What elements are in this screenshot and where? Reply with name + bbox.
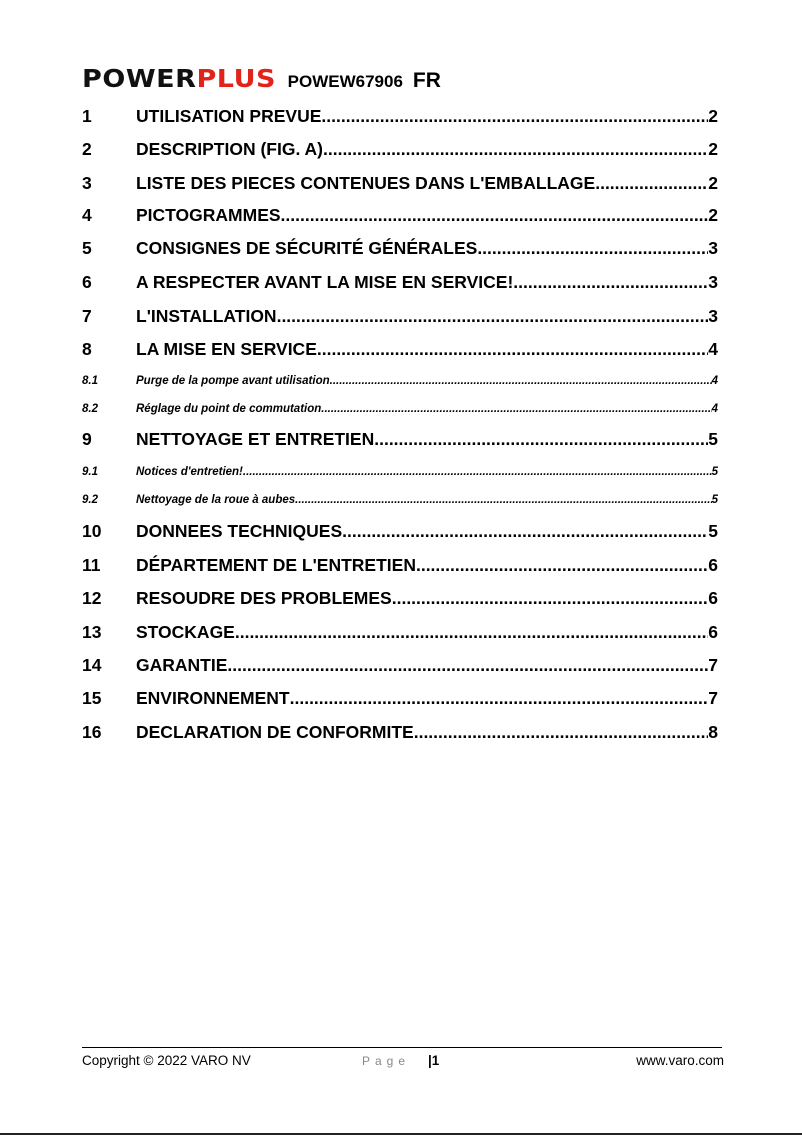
toc-title: DÉPARTEMENT DE L'ENTRETIEN bbox=[136, 555, 416, 575]
toc-title: ENVIRONNEMENT bbox=[136, 688, 290, 708]
toc-title: NETTOYAGE ET ENTRETIEN bbox=[136, 429, 375, 449]
toc-entry[interactable] bbox=[82, 139, 718, 163]
toc-page: 4 bbox=[711, 403, 718, 415]
toc-number: 12 bbox=[82, 588, 102, 608]
toc-title: Réglage du point de commutation bbox=[136, 403, 322, 415]
toc-number: 11 bbox=[82, 555, 101, 575]
toc-number: 8.1 bbox=[82, 375, 98, 387]
toc-number: 7 bbox=[82, 306, 92, 326]
footer-divider bbox=[82, 1047, 722, 1048]
toc-number: 10 bbox=[82, 521, 102, 541]
toc-leader bbox=[477, 238, 708, 259]
toc-leader bbox=[281, 205, 709, 226]
toc-leader bbox=[374, 429, 708, 450]
toc-page: 7 bbox=[708, 688, 718, 708]
toc-title: UTILISATION PREVUE bbox=[136, 106, 322, 126]
toc-title: L'INSTALLATION bbox=[136, 306, 277, 326]
toc-number: 6 bbox=[82, 272, 92, 292]
toc-page: 5 bbox=[711, 494, 718, 506]
toc-title: GARANTIE bbox=[136, 655, 228, 675]
toc-page: 5 bbox=[711, 466, 718, 478]
toc-title: Notices d'entretien! bbox=[136, 466, 243, 478]
toc-number: 8 bbox=[82, 339, 92, 359]
toc-leader bbox=[295, 494, 711, 506]
toc-leader bbox=[243, 466, 712, 478]
toc-leader bbox=[235, 622, 708, 643]
toc-page: 4 bbox=[708, 339, 718, 359]
toc-entry[interactable] bbox=[82, 429, 718, 453]
toc-leader bbox=[323, 139, 708, 160]
toc-title: LISTE DES PIECES CONTENUES DANS L'EMBALLAGE bbox=[136, 173, 596, 193]
toc-page: 5 bbox=[708, 429, 718, 449]
toc-page: 6 bbox=[708, 588, 718, 608]
toc-page: 2 bbox=[708, 205, 718, 225]
toc-page: 2 bbox=[708, 173, 718, 193]
toc-entry[interactable] bbox=[82, 655, 718, 679]
toc-number: 5 bbox=[82, 238, 92, 258]
toc-entry[interactable] bbox=[82, 403, 718, 419]
toc-page: 4 bbox=[711, 375, 718, 387]
toc-title: DESCRIPTION (FIG. A) bbox=[136, 139, 323, 159]
toc-entry[interactable] bbox=[82, 722, 718, 746]
toc-leader bbox=[290, 688, 709, 709]
toc-page: 6 bbox=[708, 622, 718, 642]
toc-title: PICTOGRAMMES bbox=[136, 205, 281, 225]
toc-page: 5 bbox=[708, 521, 718, 541]
toc-leader bbox=[414, 722, 709, 743]
toc-leader bbox=[342, 521, 708, 542]
toc-entry[interactable] bbox=[82, 466, 718, 482]
toc-number: 4 bbox=[82, 205, 92, 225]
page-number: |1 bbox=[428, 1053, 440, 1068]
toc-page: 3 bbox=[708, 272, 718, 292]
website-link[interactable]: www.varo.com bbox=[636, 1053, 724, 1068]
toc-number: 1 bbox=[82, 106, 92, 126]
toc-number: 15 bbox=[82, 688, 102, 708]
toc-leader bbox=[317, 339, 708, 360]
toc-number: 3 bbox=[82, 173, 92, 193]
toc-title: RESOUDRE DES PROBLEMES bbox=[136, 588, 392, 608]
toc-leader bbox=[330, 375, 712, 387]
toc-leader bbox=[513, 272, 708, 293]
toc-entry[interactable] bbox=[82, 588, 718, 612]
toc-entry[interactable] bbox=[82, 494, 718, 510]
toc-title: A RESPECTER AVANT LA MISE EN SERVICE! bbox=[136, 272, 514, 292]
toc-number: 13 bbox=[82, 622, 102, 642]
toc-entry[interactable] bbox=[82, 306, 718, 330]
toc-page: 6 bbox=[708, 555, 718, 575]
powerplus-logo: POWERPLUS bbox=[82, 64, 277, 93]
toc-number: 14 bbox=[82, 655, 102, 675]
toc-page: 2 bbox=[708, 139, 718, 159]
toc-entry[interactable] bbox=[82, 375, 718, 391]
toc-entry[interactable] bbox=[82, 622, 718, 646]
toc-number: 9 bbox=[82, 429, 92, 449]
toc-number: 9.1 bbox=[82, 466, 98, 478]
toc-entry[interactable] bbox=[82, 521, 718, 545]
toc-title: DONNEES TECHNIQUES bbox=[136, 521, 343, 541]
toc-leader bbox=[595, 173, 708, 194]
toc-number: 16 bbox=[82, 722, 102, 742]
toc-page: 3 bbox=[708, 306, 718, 326]
toc-title: Nettoyage de la roue à aubes bbox=[136, 494, 296, 506]
toc-leader bbox=[392, 588, 709, 609]
toc-page: 7 bbox=[708, 655, 718, 675]
toc-leader bbox=[416, 555, 708, 576]
toc-number: 9.2 bbox=[82, 494, 98, 506]
toc-entry[interactable] bbox=[82, 272, 718, 296]
toc-entry[interactable] bbox=[82, 238, 718, 262]
toc-entry[interactable] bbox=[82, 205, 718, 229]
toc-entry[interactable] bbox=[82, 688, 718, 712]
copyright: Copyright © 2022 VARO NV bbox=[82, 1053, 251, 1068]
toc-entry[interactable] bbox=[82, 106, 718, 130]
toc-title: DECLARATION DE CONFORMITE bbox=[136, 722, 414, 742]
model-number: POWEW67906 bbox=[287, 72, 403, 91]
toc-number: 2 bbox=[82, 139, 92, 159]
page-edge bbox=[0, 1133, 802, 1135]
toc-entry[interactable] bbox=[82, 339, 718, 363]
toc-title: CONSIGNES DE SÉCURITÉ GÉNÉRALES bbox=[136, 238, 478, 258]
toc-page: 2 bbox=[708, 106, 718, 126]
toc-entry[interactable] bbox=[82, 173, 718, 197]
language-code: FR bbox=[412, 69, 441, 92]
toc-leader bbox=[227, 655, 708, 676]
document-header bbox=[82, 64, 441, 93]
toc-title: Purge de la pompe avant utilisation bbox=[136, 375, 330, 387]
toc-title: STOCKAGE bbox=[136, 622, 235, 642]
toc-page: 3 bbox=[708, 238, 718, 258]
page-label: Page bbox=[362, 1054, 411, 1068]
toc-title: LA MISE EN SERVICE bbox=[136, 339, 317, 359]
toc-entry[interactable] bbox=[82, 555, 718, 579]
toc-leader bbox=[321, 106, 708, 127]
toc-page: 8 bbox=[708, 722, 718, 742]
toc-leader bbox=[277, 306, 709, 327]
toc-leader bbox=[321, 403, 711, 415]
toc-number: 8.2 bbox=[82, 403, 98, 415]
